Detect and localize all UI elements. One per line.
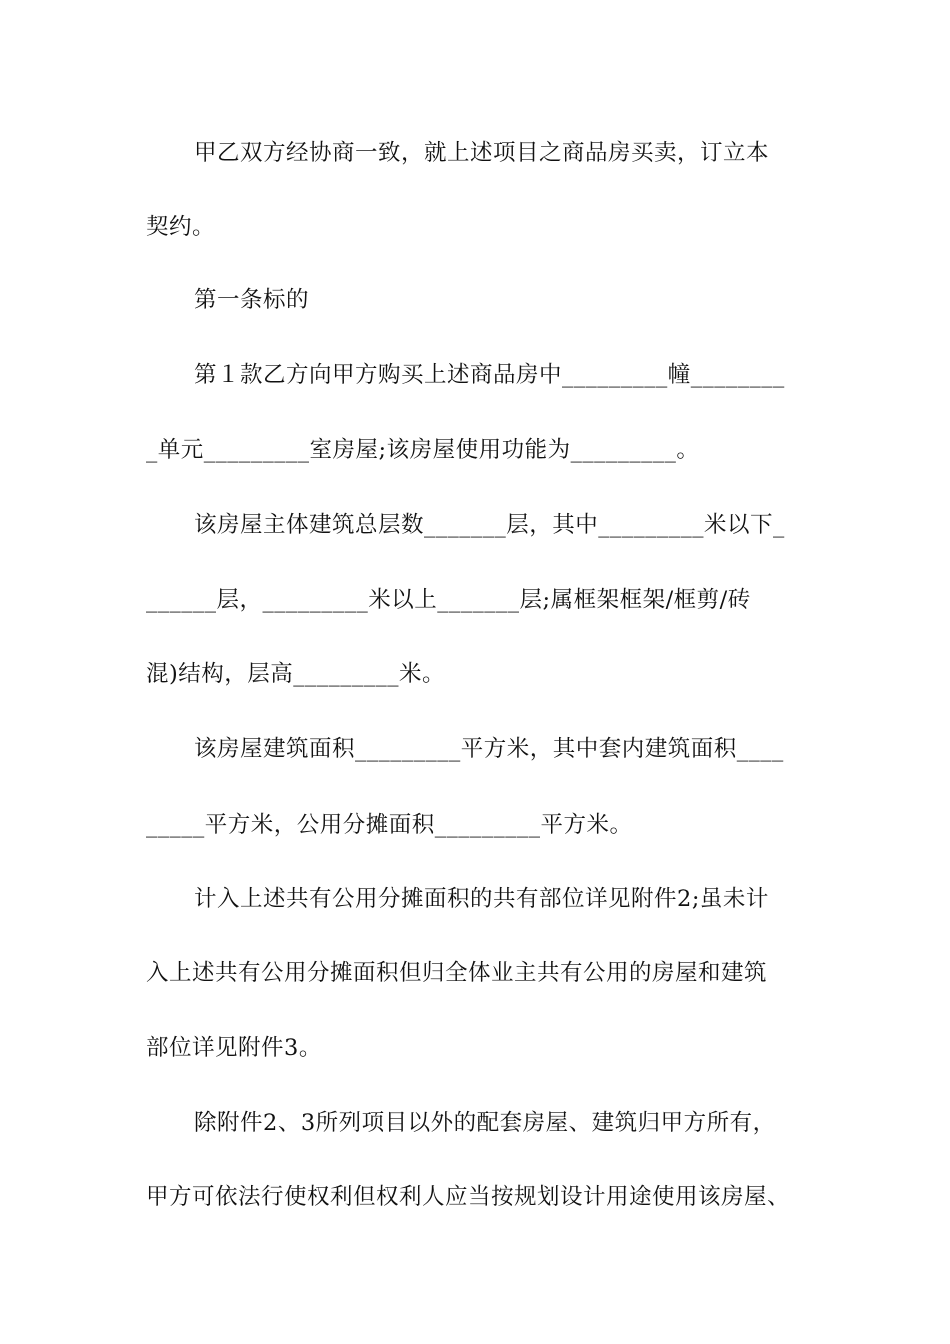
paragraph-line: 契约。 bbox=[146, 214, 216, 240]
paragraph-line: 入上述共有公用分摊面积但归全体业主共有公用的房屋和建筑 bbox=[146, 960, 768, 986]
paragraph-line: 甲方可依法行使权利但权利人应当按规划设计用途使用该房屋、 bbox=[146, 1184, 791, 1210]
section-heading: 第一条标的 bbox=[194, 287, 310, 313]
paragraph-line: 该房屋主体建筑总层数_______层，其中_________米以下_ bbox=[194, 512, 785, 538]
paragraph-line: 混)结构，层高_________米。 bbox=[146, 661, 446, 687]
paragraph-line: 该房屋建筑面积_________平方米，其中套内建筑面积____ bbox=[194, 736, 784, 762]
paragraph-line: 除附件2、3所列项目以外的配套房屋、建筑归甲方所有， bbox=[194, 1110, 776, 1136]
paragraph-line: 甲乙双方经协商一致，就上述项目之商品房买卖，订立本 bbox=[194, 140, 770, 166]
paragraph-line: ______层，_________米以上_______层;属框架框架/框剪/砖 bbox=[146, 587, 751, 613]
paragraph-line: 第１款乙方向甲方购买上述商品房中_________幢________ bbox=[194, 362, 785, 388]
paragraph-line: 计入上述共有公用分摊面积的共有部位详见附件2;虽未计 bbox=[194, 886, 769, 912]
paragraph-line: _____平方米，公用分摊面积_________平方米。 bbox=[146, 812, 633, 838]
paragraph-line: 部位详见附件3。 bbox=[146, 1035, 322, 1061]
paragraph-line: _单元_________室房屋;该房屋使用功能为_________。 bbox=[146, 437, 700, 463]
